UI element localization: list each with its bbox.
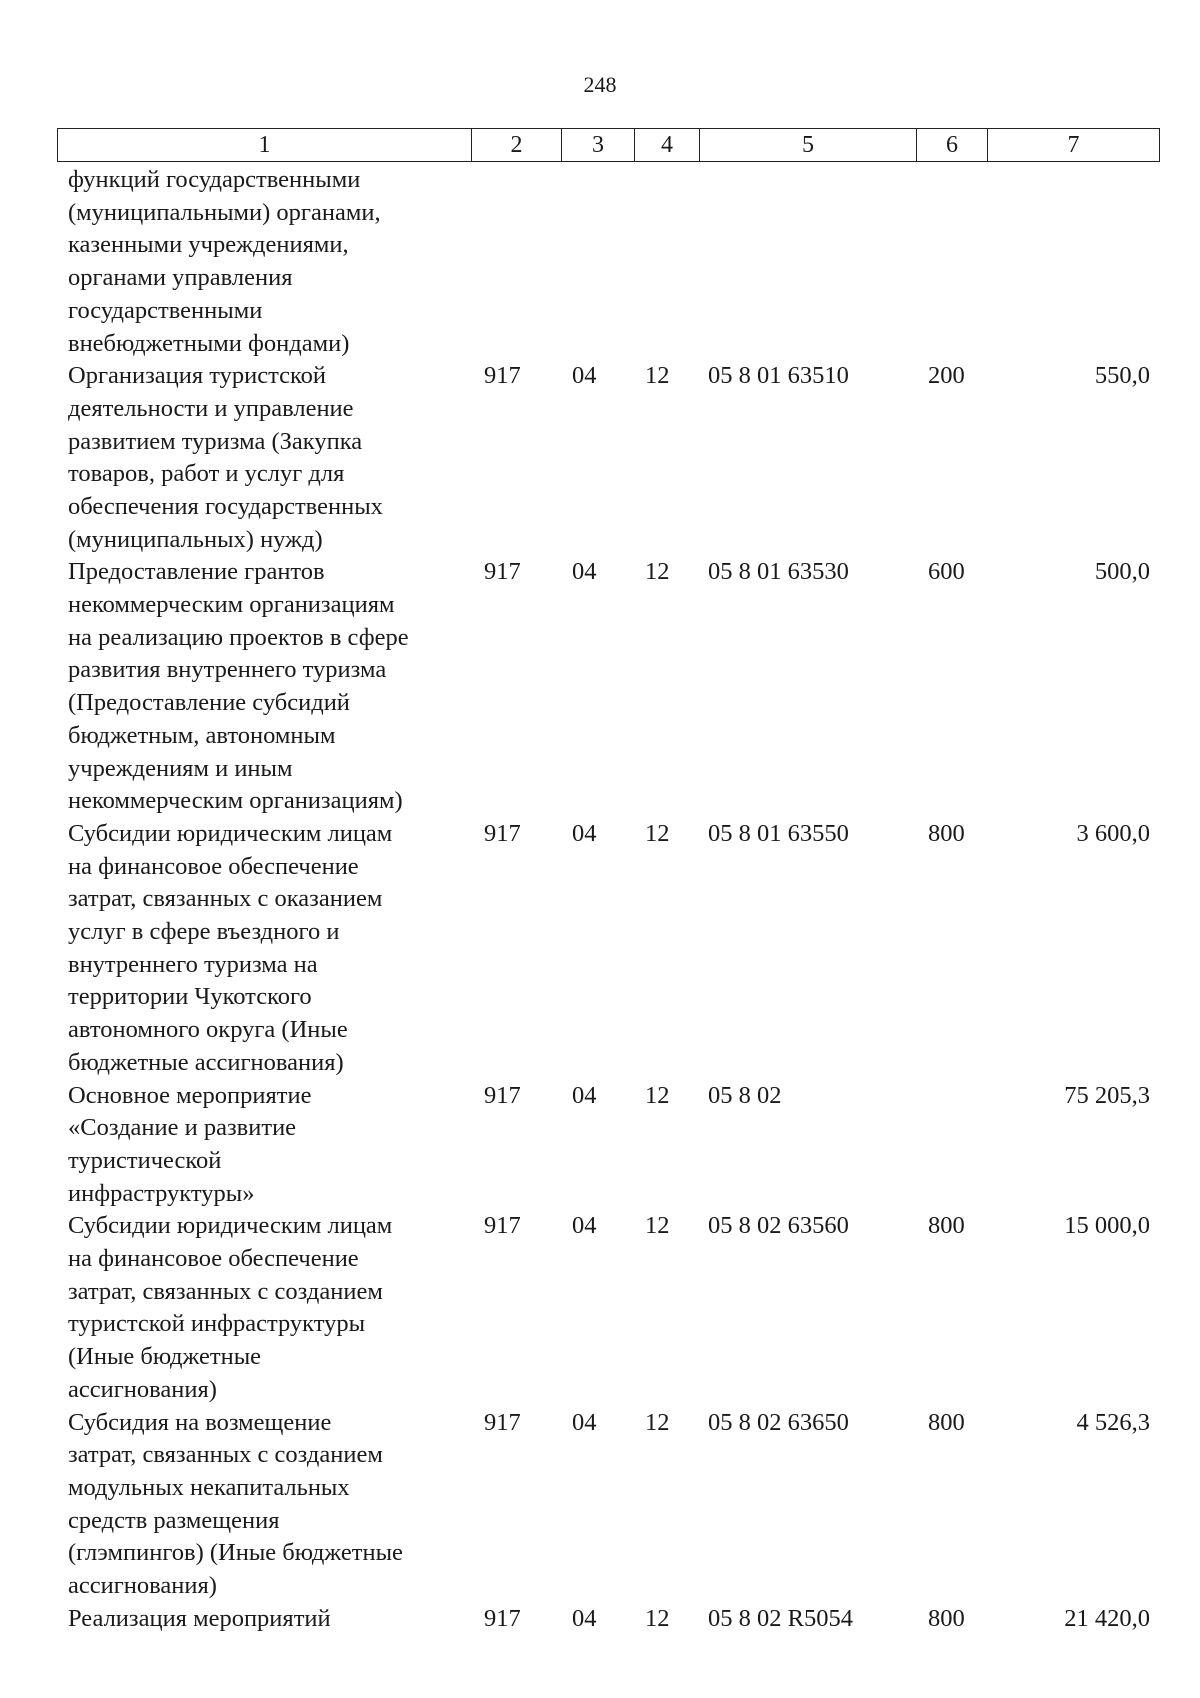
row-target-article: 05 8 01 63510 (708, 362, 849, 390)
row-admin-code: 917 (484, 819, 521, 847)
row-admin-code: 917 (484, 362, 521, 390)
row-amount: 21 420,0 (1064, 1604, 1150, 1632)
description-line: Субсидии юридическим лицам (68, 1212, 393, 1240)
description-line: (Иные бюджетные (68, 1343, 262, 1371)
row-description (68, 1080, 468, 1211)
table-row (0, 818, 1200, 1080)
table-row (0, 1210, 1200, 1406)
row-subsection: 12 (645, 558, 670, 586)
row-subsection: 12 (645, 362, 670, 390)
description-line: некоммерческим организациям (68, 591, 395, 619)
description-line: внебюджетными фондами) (68, 329, 350, 357)
row-admin-code: 917 (484, 1212, 521, 1240)
header-col-7: 7 (988, 129, 1160, 162)
description-line: (глэмпингов) (Иные бюджетные (68, 1539, 403, 1567)
row-target-article: 05 8 01 63530 (708, 558, 849, 586)
description-line: туристической (68, 1146, 222, 1174)
description-line: на финансовое обеспечение (68, 1245, 359, 1273)
row-target-article: 05 8 02 63560 (708, 1212, 849, 1240)
description-line: средств размещения (68, 1506, 280, 1534)
row-subsection: 12 (645, 1604, 670, 1632)
row-target-article: 05 8 02 (708, 1081, 782, 1109)
row-section: 04 (572, 362, 597, 390)
description-line: модульных некапитальных (68, 1473, 350, 1501)
header-col-5: 5 (700, 129, 917, 162)
page-number: 248 (583, 72, 617, 97)
row-admin-code: 917 (484, 1408, 521, 1436)
table-header (57, 128, 1160, 162)
description-line: туристской инфраструктуры (68, 1310, 366, 1338)
description-line: деятельности и управление (68, 394, 354, 422)
header-col-4: 4 (635, 129, 700, 162)
row-admin-code: 917 (484, 558, 521, 586)
description-line: Реализация мероприятий (68, 1604, 331, 1632)
row-amount: 500,0 (1094, 558, 1150, 586)
row-subsection: 12 (645, 819, 670, 847)
description-line: Субсидии юридическим лицам (68, 819, 393, 847)
description-line: «Создание и развитие (68, 1114, 297, 1142)
description-line: Субсидия на возмещение (68, 1408, 332, 1436)
description-line: Организация туристской (68, 362, 327, 390)
description-line: ассигнования) (68, 1375, 217, 1403)
description-line: автономного округа (Иные (68, 1016, 348, 1044)
row-amount: 4 526,3 (1076, 1408, 1150, 1436)
row-subsection: 12 (645, 1212, 670, 1240)
header-col-6: 6 (917, 129, 988, 162)
row-target-article: 05 8 02 R5054 (708, 1604, 853, 1632)
description-line: услуг в сфере въездного и (68, 918, 340, 946)
row-expense-type: 800 (928, 1212, 965, 1240)
row-expense-type: 800 (928, 819, 965, 847)
row-section: 04 (572, 819, 597, 847)
row-amount: 550,0 (1094, 362, 1150, 390)
table-row (0, 1080, 1200, 1211)
row-section: 04 (572, 1081, 597, 1109)
row-expense-type: 200 (928, 362, 965, 390)
row-description (68, 556, 468, 818)
description-line: инфраструктуры» (68, 1179, 255, 1207)
description-line: (муниципальными) органами, (68, 198, 381, 226)
description-line: казенными учреждениями, (68, 231, 349, 259)
description-line: ассигнования) (68, 1572, 217, 1600)
row-description (68, 1210, 468, 1406)
description-line: развитием туризма (Закупка (68, 427, 363, 455)
description-line: (Предоставление субсидий (68, 689, 350, 717)
description-line: бюджетным, автономным (68, 721, 336, 749)
row-expense-type: 600 (928, 558, 965, 586)
row-expense-type: 800 (928, 1604, 965, 1632)
row-description (68, 360, 468, 556)
row-subsection: 12 (645, 1081, 670, 1109)
row-admin-code: 917 (484, 1604, 521, 1632)
description-line: Предоставление грантов (68, 558, 325, 586)
description-line: внутреннего туризма на (68, 950, 318, 978)
header-col-1: 1 (58, 129, 472, 162)
description-line: территории Чукотского (68, 983, 312, 1011)
table-row (0, 556, 1200, 818)
row-section: 04 (572, 1408, 597, 1436)
row-section: 04 (572, 558, 597, 586)
table-row (0, 360, 1200, 556)
row-description (68, 164, 468, 360)
row-target-article: 05 8 01 63550 (708, 819, 849, 847)
row-description (68, 1603, 468, 1636)
row-target-article: 05 8 02 63650 (708, 1408, 849, 1436)
row-description (68, 1407, 468, 1603)
row-subsection: 12 (645, 1408, 670, 1436)
description-line: функций государственными (68, 166, 361, 193)
row-description (68, 818, 468, 1080)
row-expense-type: 800 (928, 1408, 965, 1436)
table-body (0, 164, 1200, 1635)
row-section: 04 (572, 1212, 597, 1240)
description-line: (муниципальных) нужд) (68, 525, 323, 553)
row-section: 04 (572, 1604, 597, 1632)
description-line: развития внутреннего туризма (68, 656, 387, 684)
description-line: обеспечения государственных (68, 493, 383, 520)
description-line: некоммерческим организациям) (68, 787, 403, 815)
description-line: на реализацию проектов в сфере (68, 623, 409, 651)
description-line: органами управления (68, 264, 293, 292)
description-line: товаров, работ и услуг для (68, 460, 345, 488)
description-line: затрат, связанных с оказанием (68, 885, 383, 913)
table-row (0, 1603, 1200, 1636)
table-row (0, 164, 1200, 360)
row-amount: 3 600,0 (1076, 819, 1150, 847)
description-line: затрат, связанных с созданием (68, 1277, 383, 1305)
description-line: затрат, связанных с созданием (68, 1441, 383, 1469)
header-col-3: 3 (562, 129, 635, 162)
description-line: бюджетные ассигнования) (68, 1048, 344, 1076)
header-col-2: 2 (472, 129, 562, 162)
table-row (0, 1407, 1200, 1603)
description-line: на финансовое обеспечение (68, 852, 359, 880)
description-line: Основное мероприятие (68, 1081, 312, 1109)
row-amount: 15 000,0 (1064, 1212, 1150, 1240)
row-amount: 75 205,3 (1064, 1081, 1150, 1109)
description-line: государственными (68, 296, 263, 324)
description-line: учреждениям и иным (68, 754, 293, 782)
row-admin-code: 917 (484, 1081, 521, 1109)
